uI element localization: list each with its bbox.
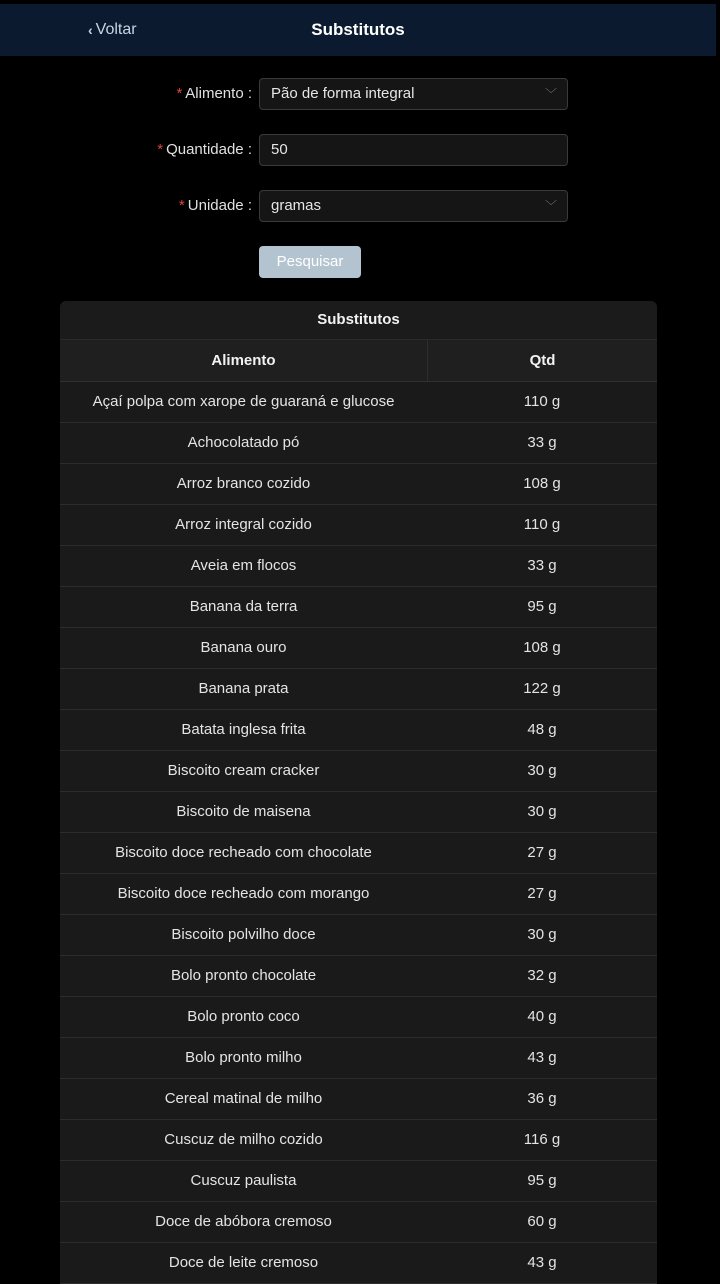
results-title: Substitutos bbox=[60, 301, 657, 340]
cell-alimento: Arroz branco cozido bbox=[176, 475, 311, 492]
table-row bbox=[60, 587, 657, 628]
cell-alimento: Banana da terra bbox=[189, 598, 298, 615]
cell-qtd: 116 g bbox=[523, 1131, 561, 1148]
cell-qtd: 95 g bbox=[527, 1172, 557, 1189]
table-row bbox=[60, 423, 657, 464]
cell-alimento: Cuscuz paulista bbox=[190, 1172, 297, 1189]
cell-alimento: Açaí polpa com xarope de guaraná e glucose bbox=[92, 393, 395, 410]
chevron-down-icon: ﹀ bbox=[544, 87, 557, 101]
table-row bbox=[60, 546, 657, 587]
table-row bbox=[60, 1079, 657, 1120]
column-header-qtd[interactable]: Qtd bbox=[529, 352, 556, 369]
button-row bbox=[0, 246, 720, 280]
cell-qtd: 43 g bbox=[527, 1049, 557, 1066]
cell-qtd: 110 g bbox=[523, 516, 561, 533]
cell-qtd: 36 g bbox=[527, 1090, 557, 1107]
required-mark: * bbox=[157, 141, 164, 158]
cell-alimento: Aveia em flocos bbox=[190, 557, 297, 574]
required-mark: * bbox=[178, 197, 185, 214]
table-row bbox=[60, 751, 657, 792]
cell-alimento: Banana prata bbox=[198, 680, 289, 697]
cell-qtd: 48 g bbox=[527, 721, 557, 738]
alimento-value: Pão de forma integral bbox=[271, 85, 415, 102]
cell-qtd: 108 g bbox=[523, 475, 561, 492]
cell-alimento: Bolo pronto chocolate bbox=[170, 967, 317, 984]
alimento-label: * Alimento : bbox=[176, 85, 252, 102]
cell-alimento: Biscoito cream cracker bbox=[167, 762, 320, 779]
table-row bbox=[60, 1038, 657, 1079]
search-button[interactable]: Pesquisar bbox=[259, 246, 361, 278]
table-row bbox=[60, 505, 657, 546]
required-mark: * bbox=[176, 85, 183, 102]
cell-alimento: Banana ouro bbox=[200, 639, 287, 656]
cell-alimento: Biscoito doce recheado com morango bbox=[117, 885, 370, 902]
back-button[interactable] bbox=[88, 4, 137, 56]
cell-qtd: 30 g bbox=[527, 762, 557, 779]
cell-qtd: 30 g bbox=[527, 803, 557, 820]
cell-alimento: Cuscuz de milho cozido bbox=[164, 1131, 323, 1148]
search-form bbox=[0, 78, 720, 280]
unidade-label: * Unidade : bbox=[178, 197, 252, 214]
table-row bbox=[60, 1202, 657, 1243]
cell-qtd: 95 g bbox=[527, 598, 557, 615]
table-row bbox=[60, 628, 657, 669]
cell-alimento: Biscoito doce recheado com chocolate bbox=[115, 844, 372, 861]
column-header-alimento[interactable]: Alimento bbox=[60, 340, 428, 381]
cell-qtd: 108 g bbox=[523, 639, 561, 656]
cell-alimento: Doce de abóbora cremoso bbox=[155, 1213, 332, 1230]
cell-qtd: 43 g bbox=[527, 1254, 557, 1271]
table-row bbox=[60, 956, 657, 997]
cell-qtd: 40 g bbox=[527, 1008, 557, 1025]
table-row bbox=[60, 1243, 657, 1284]
cell-qtd: 32 g bbox=[527, 967, 557, 984]
cell-qtd: 30 g bbox=[527, 926, 557, 943]
results-card bbox=[60, 301, 657, 1284]
cell-alimento: Biscoito polvilho doce bbox=[171, 926, 316, 943]
quantidade-input[interactable] bbox=[259, 134, 568, 166]
table-row bbox=[60, 792, 657, 833]
cell-alimento: Cereal matinal de milho bbox=[164, 1090, 323, 1107]
cell-qtd: 110 g bbox=[523, 393, 561, 410]
chevron-left-icon: ‹ bbox=[88, 22, 93, 38]
cell-alimento: Biscoito de maisena bbox=[176, 803, 311, 820]
cell-alimento: Doce de leite cremoso bbox=[168, 1254, 319, 1271]
cell-alimento: Achocolatado pó bbox=[187, 434, 300, 451]
table-row bbox=[60, 833, 657, 874]
table-row bbox=[60, 464, 657, 505]
table-row bbox=[60, 382, 657, 423]
alimento-select[interactable] bbox=[259, 78, 568, 110]
table-header bbox=[60, 340, 657, 382]
cell-qtd: 33 g bbox=[527, 434, 557, 451]
table-row bbox=[60, 1120, 657, 1161]
chevron-down-icon: ﹀ bbox=[544, 199, 557, 213]
unidade-select[interactable] bbox=[259, 190, 568, 222]
unidade-value: gramas bbox=[271, 197, 322, 214]
cell-qtd: 122 g bbox=[523, 680, 561, 697]
alimento-row bbox=[0, 78, 720, 110]
top-bar bbox=[0, 4, 716, 56]
cell-alimento: Arroz integral cozido bbox=[175, 516, 312, 533]
back-label: Voltar bbox=[95, 21, 137, 38]
quantidade-label: * Quantidade : bbox=[157, 141, 252, 158]
table-row bbox=[60, 1161, 657, 1202]
cell-qtd: 27 g bbox=[527, 885, 557, 902]
cell-qtd: 27 g bbox=[527, 844, 557, 861]
cell-alimento: Bolo pronto coco bbox=[187, 1008, 300, 1025]
unidade-row bbox=[0, 190, 720, 222]
table-row bbox=[60, 669, 657, 710]
table-row bbox=[60, 915, 657, 956]
quantidade-value: 50 bbox=[271, 141, 288, 158]
cell-qtd: 60 g bbox=[527, 1213, 557, 1230]
page-title: Substitutos bbox=[311, 20, 405, 39]
table-row bbox=[60, 997, 657, 1038]
table-body bbox=[60, 382, 657, 1284]
cell-alimento: Bolo pronto milho bbox=[185, 1049, 302, 1066]
table-row bbox=[60, 710, 657, 751]
table-row bbox=[60, 874, 657, 915]
quantidade-row bbox=[0, 134, 720, 166]
cell-qtd: 33 g bbox=[527, 557, 557, 574]
cell-alimento: Batata inglesa frita bbox=[181, 721, 306, 738]
